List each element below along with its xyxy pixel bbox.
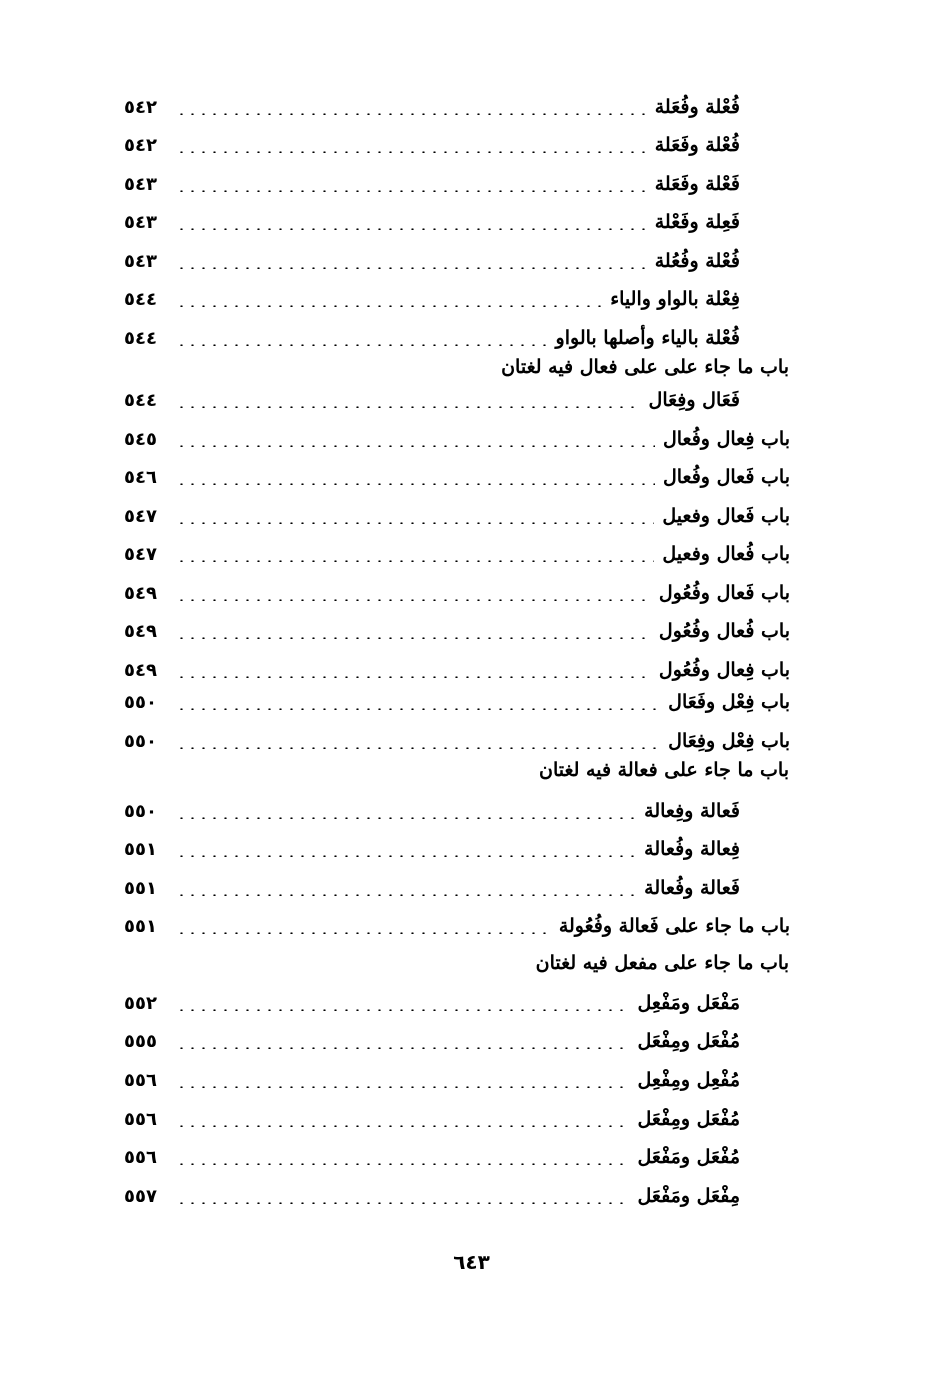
toc-entry-page: ٥٤٤ xyxy=(124,288,157,310)
dot-leader xyxy=(176,855,636,857)
dot-leader xyxy=(176,151,647,153)
dot-leader xyxy=(176,190,647,192)
dot-leader xyxy=(176,599,651,601)
section-heading: باب ما جاء على فعالة فيه لغتان xyxy=(539,759,789,781)
toc-entry-title: فَعْلة وفَعَلة xyxy=(654,173,740,195)
toc-entry-title: مُفْعَل ومِفْعَل xyxy=(637,1108,740,1130)
toc-entry xyxy=(124,458,790,496)
dot-leader xyxy=(176,113,647,115)
dot-leader xyxy=(176,932,551,934)
toc-entry xyxy=(124,907,790,945)
dot-leader xyxy=(176,305,602,307)
toc-entry-title: فَعالة وفِعالة xyxy=(644,800,740,822)
dot-leader xyxy=(176,637,651,639)
dot-leader xyxy=(176,1125,630,1127)
toc-entry-page: ٥٤٧ xyxy=(124,505,157,527)
toc-entry-page: ٥٥٧ xyxy=(124,1185,157,1207)
dot-leader xyxy=(176,817,636,819)
dot-leader xyxy=(176,894,636,896)
toc-entry-title: باب فِعْل وفَعَال xyxy=(668,691,790,713)
toc-entry xyxy=(124,319,790,357)
dot-leader xyxy=(176,1047,630,1049)
toc-entry-page: ٥٥٦ xyxy=(124,1108,157,1130)
toc-entry-title: مُفْعَل ومِفْعَل xyxy=(637,1030,740,1052)
toc-entry-title: فَعالة وفُعالة xyxy=(644,877,740,899)
toc-entry xyxy=(124,722,790,760)
toc-entry xyxy=(124,242,790,280)
toc-entry xyxy=(124,1138,790,1176)
toc-entry-page: ٥٤٢ xyxy=(124,96,157,118)
toc-entry xyxy=(124,683,790,721)
toc-entry-title: باب فُعال وفُعُول xyxy=(658,620,790,642)
dot-leader xyxy=(176,344,548,346)
toc-entry-title: فَعَال وفِعَال xyxy=(648,389,740,411)
toc-entry-page: ٥٥١ xyxy=(124,838,157,860)
section-heading: باب ما جاء على مفعل فيه لغتان xyxy=(535,952,789,974)
dot-leader xyxy=(176,483,655,485)
toc-entry-title: باب فُعال وفعيل xyxy=(662,543,790,565)
dot-leader xyxy=(176,560,654,562)
toc-entry-page: ٥٤٣ xyxy=(124,250,157,272)
dot-leader xyxy=(176,445,655,447)
toc-entry-title: باب فَعال وفُعال xyxy=(662,466,790,488)
toc-entry xyxy=(124,126,790,164)
toc-entry-page: ٥٥٠ xyxy=(124,730,157,752)
toc-entry xyxy=(124,1177,790,1215)
toc-entry-title: مُفْعَل ومَفْعَل xyxy=(637,1146,740,1168)
toc-entry-title: فِعْلة بالواو والياء xyxy=(610,288,740,310)
dot-leader xyxy=(176,1086,630,1088)
toc-entry-title: باب فَعال وفُعُول xyxy=(658,582,790,604)
toc-entry xyxy=(124,535,790,573)
dot-leader xyxy=(176,267,647,269)
toc-entry-title: باب فِعال وفُعال xyxy=(662,428,790,450)
toc-entry xyxy=(124,984,790,1022)
toc-entry-page: ٥٥١ xyxy=(124,877,157,899)
toc-entry xyxy=(124,792,790,830)
dot-leader xyxy=(176,522,654,524)
toc-entry-page: ٥٥٠ xyxy=(124,691,157,713)
toc-entry-title: مُفْعِل ومِفْعِل xyxy=(637,1069,740,1091)
toc-entry xyxy=(124,612,790,650)
dot-leader xyxy=(176,708,660,710)
toc-entry xyxy=(124,1061,790,1099)
section-heading: باب ما جاء على على فعال فيه لغتان xyxy=(501,356,789,378)
toc-entry-page: ٥٥٢ xyxy=(124,992,157,1014)
toc-entry xyxy=(124,869,790,907)
toc-entry-title: مِفْعَل ومَفْعَل xyxy=(637,1185,740,1207)
toc-entry xyxy=(124,280,790,318)
dot-leader xyxy=(176,676,651,678)
toc-entry-title: فُعْلة وفُعَلة xyxy=(654,96,740,118)
toc-entry-page: ٥٤٦ xyxy=(124,466,157,488)
toc-entry xyxy=(124,1022,790,1060)
toc-entry-page: ٥٤٢ xyxy=(124,134,157,156)
toc-entry-title: فُعْلة وفَعَلة xyxy=(654,134,740,156)
toc-entry-page: ٥٥٠ xyxy=(124,800,157,822)
toc-entry xyxy=(124,574,790,612)
dot-leader xyxy=(176,747,660,749)
toc-entry xyxy=(124,381,790,419)
toc-entry-page: ٥٤٤ xyxy=(124,327,157,349)
toc-entry-title: باب ما جاء على فَعالة وفُعُولة xyxy=(558,915,790,937)
toc-entry-page: ٥٥٦ xyxy=(124,1069,157,1091)
toc-entry-page: ٥٤٥ xyxy=(124,428,157,450)
toc-entry-title: باب فِعال وفُعُول xyxy=(658,659,790,681)
toc-entry xyxy=(124,830,790,868)
dot-leader xyxy=(176,228,647,230)
toc-entry xyxy=(124,1100,790,1138)
toc-entry-title: فِعالة وفُعالة xyxy=(644,838,740,860)
toc-entry xyxy=(124,497,790,535)
dot-leader xyxy=(176,1202,630,1204)
toc-entry-title: فُعْلة بالياء وأصلها بالواو xyxy=(555,327,740,349)
toc-entry-page: ٥٤٤ xyxy=(124,389,157,411)
toc-entry-page: ٥٤٣ xyxy=(124,211,157,233)
toc-entry-title: باب فِعْل وفِعَال xyxy=(668,730,790,752)
toc-entry-page: ٥٥١ xyxy=(124,915,157,937)
toc-entry-page: ٥٤٩ xyxy=(124,620,157,642)
toc-entry-page: ٥٤٧ xyxy=(124,543,157,565)
toc-entry xyxy=(124,165,790,203)
toc-entry-page: ٥٥٥ xyxy=(124,1030,157,1052)
toc-entry-page: ٥٤٩ xyxy=(124,582,157,604)
toc-entry-page: ٥٤٣ xyxy=(124,173,157,195)
toc-entry-title: باب فَعال وفعيل xyxy=(662,505,790,527)
page-number: ٦٤٣ xyxy=(453,1250,490,1274)
dot-leader xyxy=(176,1009,630,1011)
toc-entry-page: ٥٤٩ xyxy=(124,659,157,681)
dot-leader xyxy=(176,406,641,408)
toc-entry-title: فُعْلة وفُعُلة xyxy=(654,250,740,272)
toc-entry-title: فَعِلة وفَعْلة xyxy=(654,211,740,233)
toc-entry xyxy=(124,88,790,126)
dot-leader xyxy=(176,1163,630,1165)
toc-entry xyxy=(124,203,790,241)
toc-entry xyxy=(124,420,790,458)
toc-entry-page: ٥٥٦ xyxy=(124,1146,157,1168)
toc-entry-title: مَفْعَل ومَفْعِل xyxy=(637,992,740,1014)
